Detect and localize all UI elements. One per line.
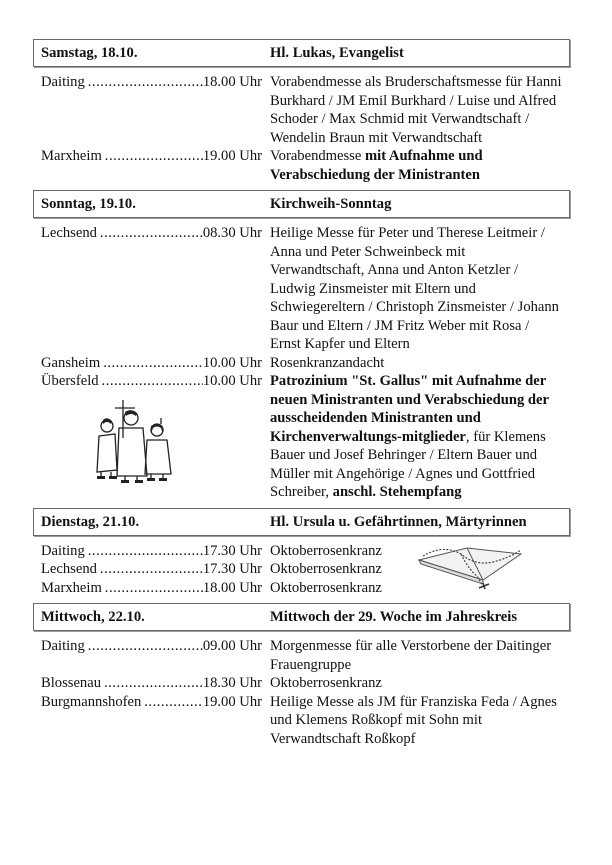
entry-place: Gansheim [41, 354, 101, 371]
entry-time: 17.30 Uhr [202, 542, 262, 559]
desc-text-bold: anschl. Stehempfang [332, 484, 462, 500]
entry-place: Blossenau [41, 675, 101, 691]
altar-servers-illustration-icon [95, 398, 173, 489]
day-feast: Kirchweih-Sonntag [270, 196, 392, 212]
day-date: Samstag, 18.10. [41, 45, 138, 61]
desc-text: Heilige Messe für Peter und Therese Leitmeir / Anna und Peter Schweinbeck mit Verwandtschaft, Anna und Anton Ketzler / Ludwig Zinsmeister mit Eltern und Schwiegereltern / Christoph Zinsmeister / Johann Baur und Eltern / JM Fritz Weber mit Rosa / Ernst Kapfer und Eltern [270, 225, 559, 352]
day-header [33, 603, 570, 631]
dot-leader [104, 674, 203, 693]
dot-leader [100, 560, 203, 579]
dot-leader [88, 637, 203, 674]
entry-time: 10.00 Uhr [202, 354, 262, 371]
dot-leader [103, 354, 203, 373]
day-header [33, 508, 570, 536]
dot-leader [100, 224, 203, 354]
entry-place: Lechsend [41, 225, 97, 241]
entry-time: 19.00 Uhr [202, 148, 262, 164]
entry-description [270, 674, 562, 693]
mass-schedule [33, 39, 570, 754]
entry-description [270, 224, 562, 354]
entry-place: Daiting [41, 74, 85, 90]
schedule-entry [33, 73, 570, 147]
entry-description [270, 637, 562, 674]
desc-text: Vorabendmesse [270, 148, 365, 164]
entry-place: Daiting [41, 542, 85, 559]
entry-description [270, 354, 562, 373]
entry-time: 18.00 Uhr [202, 74, 262, 90]
schedule-entry [33, 637, 570, 674]
entry-place: Burgmannshofen [41, 693, 142, 710]
entry-place: Lechsend [41, 561, 97, 577]
day-header [33, 190, 570, 218]
desc-text: Rosenkranzandacht [270, 354, 385, 371]
dot-leader [88, 542, 203, 561]
schedule-entry [33, 147, 570, 184]
entry-time: 08.30 Uhr [202, 225, 262, 241]
day-date: Sonntag, 19.10. [41, 196, 136, 212]
entry-time: 10.00 Uhr [202, 373, 262, 389]
entry-time: 18.30 Uhr [202, 675, 262, 691]
day-header [33, 39, 570, 67]
desc-text: Heilige Messe als JM für Franziska Feda / Agnes und Klemens Roßkopf mit Sohn mit Verwandtschaft Roßkopf [270, 693, 557, 747]
entry-place: Daiting [41, 638, 85, 654]
schedule-entry [33, 354, 570, 373]
day-date: Mittwoch, 22.10. [41, 609, 145, 625]
entry-description [270, 147, 562, 184]
day-date: Dienstag, 21.10. [41, 513, 140, 530]
day-feast: Hl. Lukas, Evangelist [270, 45, 404, 61]
entry-time: 18.00 Uhr [202, 579, 262, 596]
day-feast: Mittwoch der 29. Woche im Jahreskreis [270, 609, 517, 625]
schedule-entry [33, 224, 570, 354]
day-section-samstag [33, 39, 570, 190]
entry-place: Übersfeld [41, 373, 99, 389]
desc-text: Vorabendmesse als Bruderschaftsmesse für Hanni Burkhard / JM Emil Burkhard / Luise und Alfred Schoder / Max Schmid mit Verwandtschaft / Wendelin Braun mit Verwandtschaft [270, 74, 562, 146]
desc-text: Oktoberrosenkranz [270, 561, 382, 577]
desc-text: Oktoberrosenkranz [270, 675, 382, 691]
dot-leader [88, 73, 203, 147]
dot-leader [105, 579, 203, 598]
day-section-sonntag [33, 190, 570, 508]
entry-time: 09.00 Uhr [202, 638, 262, 654]
entry-place: Marxheim [41, 579, 102, 596]
day-section-dienstag [33, 508, 570, 604]
desc-text: Oktoberrosenkranz [270, 542, 382, 559]
entry-time: 17.30 Uhr [202, 561, 262, 577]
dot-leader [144, 693, 203, 749]
desc-text: Morgenmesse für alle Verstorbene der Daitinger Frauengruppe [270, 638, 552, 673]
rosary-book-illustration-icon [413, 540, 529, 597]
entry-time: 19.00 Uhr [202, 693, 262, 710]
entry-description [270, 372, 562, 502]
desc-text-bold: Patrozinium "St. Gallus" mit Aufnahme der neuen Ministranten und Verabschiedung der ausscheidenden Ministranten und Kirchenverwaltungs-mitglieder [270, 373, 549, 445]
entry-description [270, 693, 562, 749]
schedule-entry [33, 674, 570, 693]
desc-text: Oktoberrosenkranz [270, 579, 382, 596]
entry-description [270, 73, 562, 147]
schedule-entry [33, 693, 570, 749]
entry-place: Marxheim [41, 148, 102, 164]
desc-text: , für Klemens Bauer und Josef Behringer / Eltern Bauer und Müller mit Angehörige / Agnes und Gottfried Schreiber, [270, 428, 546, 500]
day-section-mittwoch [33, 603, 570, 754]
dot-leader [105, 147, 203, 184]
day-feast: Hl. Ursula u. Gefährtinnen, Märtyrinnen [270, 513, 527, 530]
desc-text-bold: mit Aufnahme und Verabschiedung der Ministranten [270, 148, 483, 183]
